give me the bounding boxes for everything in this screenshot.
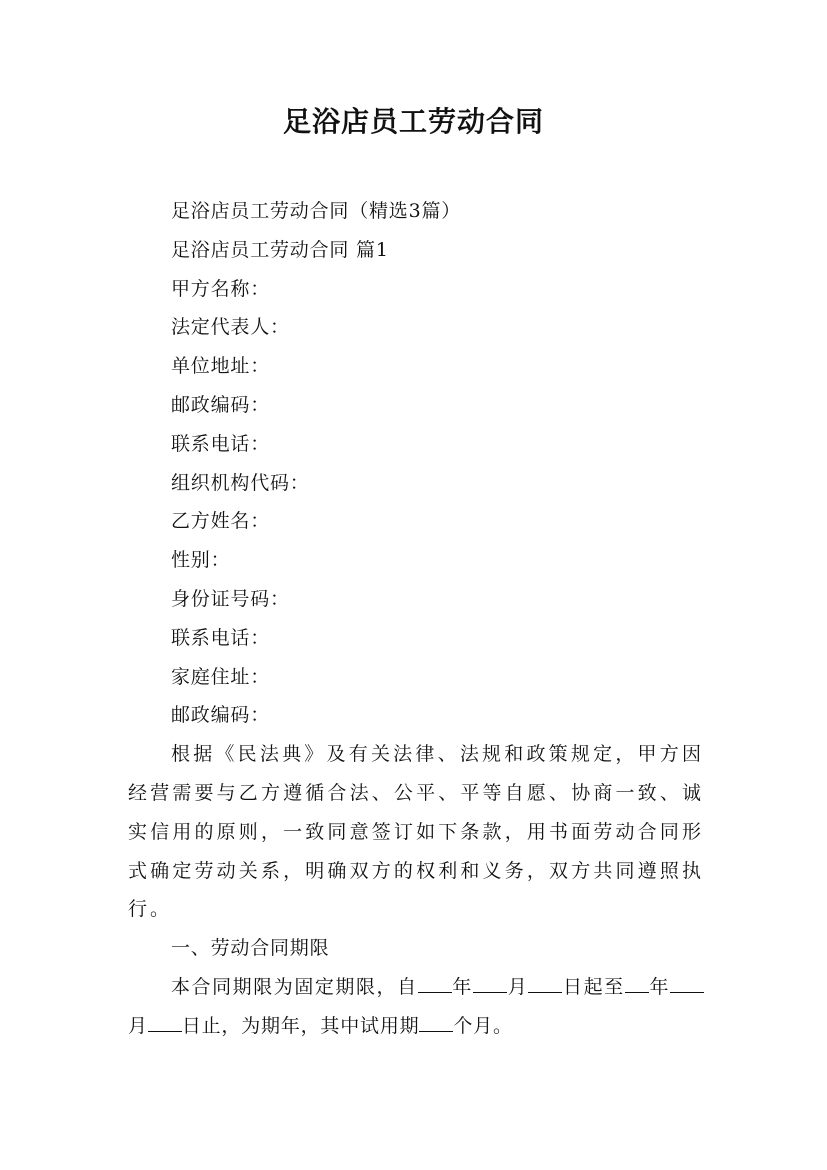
field-party-a-name: 甲方名称： <box>171 277 271 300</box>
clause-1-part: 年 <box>451 975 473 998</box>
section-heading: 足浴店员工劳动合同 篇1 <box>171 238 389 261</box>
clause-1-part: 月 <box>506 975 529 998</box>
field-organization-code: 组织机构代码： <box>171 471 310 494</box>
blank-end-month <box>670 972 704 993</box>
field-party-a-postcode: 邮政编码： <box>171 393 271 416</box>
blank-start-day <box>528 972 562 993</box>
clause-1-part: 日止，为期年，其中试用期 <box>181 1014 420 1037</box>
field-party-b-phone: 联系电话： <box>171 626 271 649</box>
document-title: 足浴店员工劳动合同 <box>282 105 544 138</box>
field-home-address: 家庭住址： <box>171 665 271 688</box>
clause-1-part: 个月。 <box>453 1014 513 1037</box>
clause-1-part: 月 <box>128 1014 148 1037</box>
clause-1-text <box>128 968 704 1046</box>
blank-start-month <box>473 972 507 993</box>
document-body <box>128 192 704 1046</box>
field-party-b-name: 乙方姓名： <box>171 510 271 533</box>
clause-1-part: 本合同期限为固定期限，自 <box>171 975 418 998</box>
blank-probation-months <box>419 1011 453 1032</box>
clause-1-part: 年 <box>648 975 670 998</box>
document-subtitle: 足浴店员工劳动合同（精选3篇） <box>171 200 462 222</box>
blank-end-year <box>625 972 649 993</box>
blank-start-year <box>418 972 452 993</box>
blank-end-day <box>148 1011 182 1032</box>
field-gender: 性别： <box>171 549 231 572</box>
intro-paragraph: 根据《民法典》及有关法律、法规和政策规定，甲方因经营需要与乙方遵循合法、公平、平等自愿、协商一致、诚实信用的原则，一致同意签订如下条款，用书面劳动合同形式确定劳动关系，明确双方的权利和义务，双方共同遵照执行。 <box>128 743 704 921</box>
field-id-number: 身份证号码： <box>171 587 290 610</box>
field-company-address: 单位地址： <box>171 355 271 378</box>
field-party-a-phone: 联系电话： <box>171 432 271 455</box>
field-legal-representative: 法定代表人： <box>171 316 290 339</box>
field-party-b-postcode: 邮政编码： <box>171 704 271 727</box>
clause-1-heading: 一、劳动合同期限 <box>171 937 330 960</box>
clause-1-part: 日起至 <box>562 975 625 998</box>
